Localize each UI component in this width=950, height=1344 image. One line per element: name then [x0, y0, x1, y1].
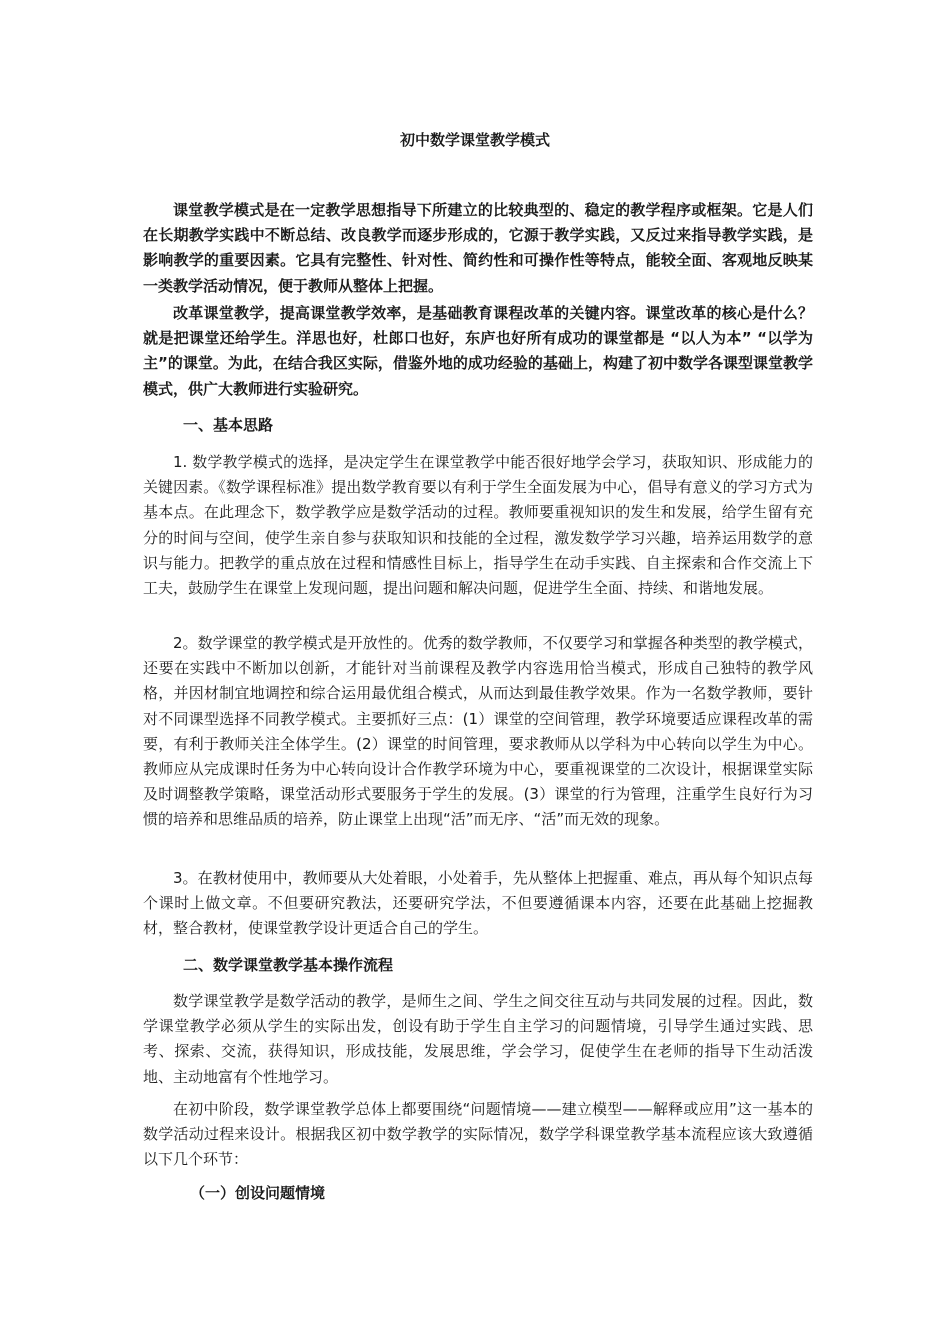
section-heading-operation-flow: 二、数学课堂教学基本操作流程	[183, 956, 394, 974]
subsection-heading-problem-situation: （一）创设问题情境	[190, 1184, 326, 1202]
point-paragraph-1: 1. 数学教学模式的选择，是决定学生在课堂教学中能否很好地学会学习，获取知识、形成能力的关键因素。《数学课程标准》提出数学教育要以有利于学生全面发展为中心，倡导有意义的学习方式为基本点。在此理念下，数学教学应是数学活动的过程。教师要重视知识的发生和发展，给学生留有充分的时间与空间，使学生亲自参与获取知识和技能的全过程，激发数学学习兴趣，培养运用数学的意识与能力。把教学的重点放在过程和情感性目标上，指导学生在动手实践、自主探索和合作交流上下工夫，鼓励学生在课堂上发现问题，提出问题和解决问题，促进学生全面、持续、和谐地发展。	[143, 453, 813, 598]
document-title: 初中数学课堂教学模式	[399, 131, 550, 149]
section-2-paragraph-2: 在初中阶段，数学课堂教学总体上都要围绕“问题情境——建立模型——解释或应用”这一基本的数学活动过程来设计。根据我区初中数学教学的实际情况，数学学科课堂教学基本流程应该大致遵循以下几个环节：	[143, 1100, 813, 1169]
section-2-paragraph-1: 数学课堂教学是数学活动的教学，是师生之间、学生之间交往互动与共同发展的过程。因此，数学课堂教学必须从学生的实际出发，创设有助于学生自主学习的问题情境，引导学生通过实践、思考、探索、交流，获得知识，形成技能，发展思维，学会学习，促使学生在老师的指导下生动活泼地、主动地富有个性地学习。	[143, 992, 813, 1086]
section-heading-basic-ideas: 一、基本思路	[183, 416, 274, 434]
intro-paragraph-1: 课堂教学模式是在一定教学思想指导下所建立的比较典型的、稳定的教学程序或框架。它是人们在长期教学实践中不断总结、改良教学而逐步形成的，它源于教学实践，又反过来指导教学实践，是影响教学的重要因素。它具有完整性、针对性、简约性和可操作性等特点，能较全面、客观地反映某一类教学活动情况，便于教师从整体上把握。	[143, 201, 813, 295]
point-paragraph-2: 2。数学课堂的教学模式是开放性的。优秀的数学教师，不仅要学习和掌握各种类型的教学模式，还要在实践中不断加以创新，才能针对当前课程及教学内容选用恰当模式，形成自己独特的教学风格，并因材制宜地调控和综合运用最优组合模式，从而达到最佳教学效果。作为一名数学教师，要针对不同课型选择不同教学模式。主要抓好三点：(1）课堂的空间管理，教学环境要适应课程改革的需要，有利于教师关注全体学生。(2）课堂的时间管理，要求教师从以学科为中心转向以学生为中心。教师应从完成课时任务为中心转向设计合作教学环境为中心，要重视课堂的二次设计，根据课堂实际及时调整教学策略，课堂活动形式要服务于学生的发展。(3）课堂的行为管理，注重学生良好行为习惯的培养和思维品质的培养，防止课堂上出现“活”而无序、“活”而无效的现象。	[143, 634, 813, 829]
point-paragraph-3: 3。在教材使用中，教师要从大处着眼，小处着手，先从整体上把握重、难点，再从每个知识点每个课时上做文章。不但要研究教法，还要研究学法，不但要遵循课本内容，还要在此基础上挖掘教材，整合教材，使课堂教学设计更适合自己的学生。	[143, 869, 813, 938]
intro-paragraph-2: 改革课堂教学，提高课堂教学效率，是基础教育课程改革的关键内容。课堂改革的核心是什么？就是把课堂还给学生。洋思也好，杜郎口也好，东庐也好所有成功的课堂都是 “以人为本” “以学为主”的课堂。为此，在结合我区实际，借鉴外地的成功经验的基础上，构建了初中数学各课型课堂教学模式，供广大教师进行实验研究。	[143, 304, 813, 398]
